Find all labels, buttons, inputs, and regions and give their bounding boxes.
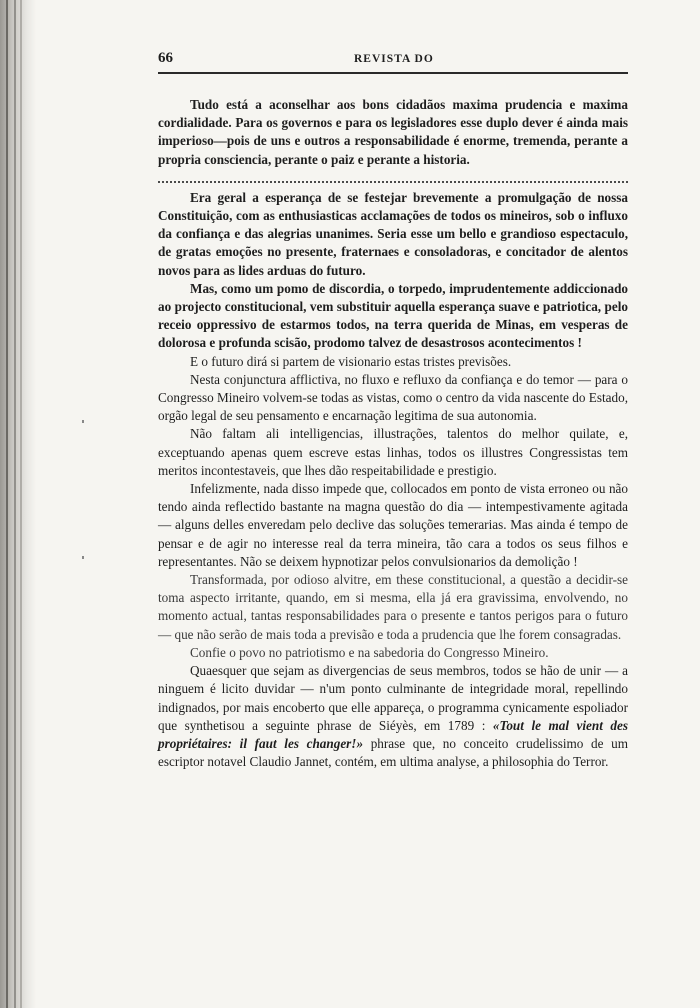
running-title: REVISTA DO — [354, 53, 434, 65]
binding-line — [14, 0, 16, 1008]
paragraph: Tudo está a aconselhar aos bons cidadãos maxima prudencia e maxima cordialidade. Para os governos e para os legisladores esse duplo dever é ainda mais imperioso—pois de uns e outros a responsabilidade é enorme, tremenda, perante a propria consciencia, perante o paiz e perante a historia. — [158, 97, 628, 167]
paragraph-text: Quaesquer que sejam as divergencias de seus membros, todos se hão de unir — a ninguem é licito duvidar — n'um ponto culminante de integridade moral, repellindo indignados, por mais encoberto que elle appareça, o programma cynicamente espoliador que synthetisou a seguinte phrase de Siéyès, em 1789 : — [158, 663, 628, 733]
page-number: 66 — [158, 50, 173, 66]
paragraph — [158, 662, 628, 771]
running-head — [158, 48, 628, 70]
margin-mark — [82, 420, 84, 423]
margin-mark — [82, 556, 84, 559]
paragraph: Confie o povo no patriotismo e na sabedoria do Congresso Mineiro. — [190, 644, 549, 660]
paragraph: Infelizmente, nada disso impede que, collocados em ponto de vista erroneo ou não tendo ainda reflectido bastante na magna questão do dia — intempestivamente agitada — alguns delles enveredam pelo declive das soluções temerarias. Mas ainda é tempo de pensar e de agir no interesse real da terra mineira, tão cara a todos os seus filhos e representantes. Não se deixem hypnotizar pelos convulsionarios da demolição ! — [158, 481, 628, 569]
paragraph: Mas, como um pomo de discordia, o torpedo, imprudentemente addiccionado ao projecto constitucional, vem substituir aquella esperança suave e patriotica, pelo receio oppressivo de estarmos todos, na terra querida de Minas, em vesperas de dolorosa e profunda scisão, prodomo talvez de desastrosos acontecimentos ! — [158, 280, 628, 351]
header-rule — [158, 72, 628, 74]
paragraph: Não faltam ali intelligencias, illustrações, talentos do melhor quilate, e, exceptuando apenas quem escreve estas linhas, todos os illustres Congressistas tem meritos incontestaveis, que lhes dão respeitabilidade e prestigio. — [158, 426, 628, 478]
paragraph: E o futuro dirá si partem de visionario estas tristes previsões. — [190, 353, 512, 369]
quote-tail: phrase que, no conceito crudelissimo de um escriptor notavel Claudio Jannet, contém, em ultima analyse, a philosophia do Terror. — [158, 735, 629, 770]
paragraph: Transformada, por odioso alvitre, em these constitucional, a questão a decidir-se toma aspecto irritante, quando, em si mesma, ella já era gravissima, envolvendo, no momento actual, tantas responsabilidades para o presente e tantos perigos para o futuro — que não serão de mais toda a previsão e toda a prudencia que lhe forem consagradas. — [158, 572, 628, 642]
book-page — [158, 48, 628, 771]
dotted-separator — [158, 171, 628, 183]
binding-line — [20, 0, 22, 1008]
paragraph: Era geral a esperança de se festejar brevemente a promulgação de nossa Constituição, com as enthusiasticas acclamações de todos os mineiros, sob o influxo da confiança e das alegrias unanimes. Seria esse um bello e grandioso espectaculo, de gratas emoções no presente, fraternaes e consoladoras, e concitador de alentos novos para as lides arduas do futuro. — [158, 189, 628, 278]
quote-italic: «Tout le mal vient des propriétaires: il faut les changer!» — [158, 717, 629, 751]
paragraph: Nesta conjunctura afflictiva, no fluxo e refluxo da confiança e do temor — para o Congresso Mineiro volvem-se todas as vistas, como o centro da vida nascente do Estado, orgão legal de seu pensamento e encarnação legitima de sua autonomia. — [158, 371, 628, 424]
binding-line — [6, 0, 8, 1008]
